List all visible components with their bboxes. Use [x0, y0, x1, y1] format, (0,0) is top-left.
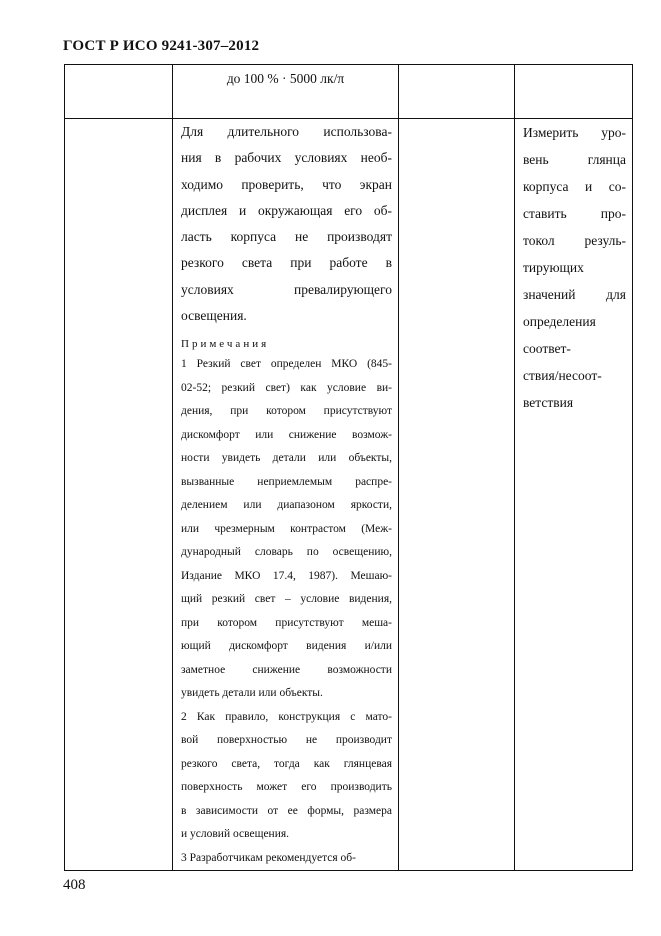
text-line: увидеть детали или объекты.	[181, 687, 323, 700]
text-line: дискомфорт или снижение возмож-	[181, 428, 392, 441]
table-cell-empty	[65, 119, 173, 871]
note-3	[181, 847, 392, 871]
text-line: заметное снижение возможности	[181, 663, 392, 676]
table-cell-empty	[399, 65, 515, 119]
text-line: вызванные неприемлемым распре-	[181, 475, 392, 488]
table-cell-empty	[399, 119, 515, 871]
text-line: ветствия	[523, 395, 574, 410]
note-2	[181, 706, 392, 847]
text-line: ствия/несоот-	[523, 368, 602, 383]
table-cell-empty	[65, 65, 173, 119]
text-line: поверхность может его производить	[181, 781, 392, 794]
text-line: резкого света при работе в	[181, 255, 392, 271]
text-line: дународный словарь по освещению,	[181, 546, 392, 559]
formula-cell	[173, 65, 399, 119]
text-line: определения	[523, 314, 596, 329]
text-line: вень глянца	[523, 152, 626, 167]
note-1	[181, 353, 392, 706]
formula-text: до 100 % · 5000 лк/π	[226, 71, 345, 86]
text-line: условиях превалирующего	[181, 281, 392, 297]
text-line: делением или диапазоном яркости,	[181, 499, 392, 512]
text-line: 1 Резкий свет определен МКО (845-	[181, 358, 392, 371]
text-line: или чрезмерным контрастом (Меж-	[181, 522, 392, 535]
text-line: при котором присутствуют меша-	[181, 616, 392, 629]
notes-title: Примечания	[181, 338, 270, 351]
text-line: соответ-	[523, 341, 571, 356]
text-line: ставить про-	[523, 206, 626, 221]
text-line: 2 Как правило, конструкция с мато-	[181, 710, 392, 723]
requirements-table	[64, 64, 633, 871]
method-cell	[515, 119, 633, 871]
text-line: ласть корпуса не производят	[181, 229, 392, 245]
text-line: Для длительного использова-	[181, 124, 392, 139]
requirement-text	[181, 119, 392, 329]
text-line: дисплея и окружающая его об-	[181, 202, 392, 218]
text-line: значений для	[523, 287, 626, 302]
text-line: щий резкий свет – условие видения,	[181, 593, 392, 606]
text-line: корпуса и со-	[523, 179, 626, 194]
text-line: и условий освещения.	[181, 828, 290, 841]
text-line: тирующих	[523, 260, 584, 275]
text-line: резкого света, тогда как глянцевая	[181, 757, 392, 770]
table-row	[65, 65, 633, 119]
text-line: освещения.	[181, 308, 247, 324]
document-header: ГОСТ Р ИСО 9241-307–2012	[63, 38, 260, 54]
page-number: 408	[63, 877, 86, 893]
text-line: Измерить уро-	[523, 125, 626, 140]
text-line: в зависимости от ее формы, размера	[181, 804, 392, 817]
table-row	[65, 119, 633, 871]
text-line: 02-52; резкий свет) как условие ви-	[181, 381, 392, 394]
text-line: вой поверхностью не производит	[181, 734, 392, 747]
text-line: ности увидеть детали или объекты,	[181, 452, 392, 465]
text-line: токол резуль-	[523, 233, 626, 248]
text-line: дения, при котором присутствуют	[181, 405, 392, 418]
requirement-cell	[173, 119, 399, 871]
text-line: ходимо проверить, что экран	[181, 176, 392, 192]
text-line: Издание МКО 17.4, 1987). Мешаю-	[181, 569, 392, 582]
text-line: ния в рабочих условиях необ-	[181, 150, 392, 166]
table-cell-empty	[515, 65, 633, 119]
text-line: 3 Разработчикам рекомендуется об-	[181, 851, 356, 864]
text-line: ющий дискомфорт видения и/или	[181, 640, 392, 653]
method-text	[515, 119, 632, 416]
